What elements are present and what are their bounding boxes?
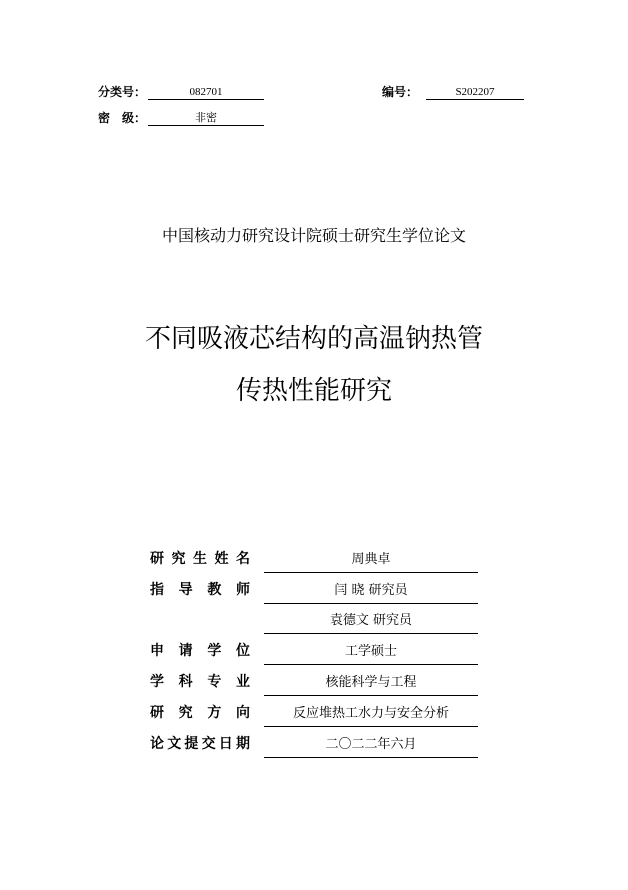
- submission-date-value: 二〇二二年六月: [264, 734, 478, 758]
- degree-value: 工学硕士: [264, 641, 478, 665]
- classification-label: 分类号：: [98, 85, 147, 99]
- submission-date-label: 论文提交日期: [150, 736, 250, 752]
- direction-label: 研究方向: [150, 705, 250, 721]
- author-label: 研究生姓名: [150, 551, 250, 567]
- serial-value: S202207: [426, 84, 524, 100]
- major-value: 核能科学与工程: [264, 672, 478, 696]
- author-value: 周典卓: [264, 549, 478, 573]
- secrecy-value: 非密: [148, 110, 264, 126]
- school-line: 中国核动力研究设计院硕士研究生学位论文: [161, 226, 466, 245]
- thesis-title-line2: 传热性能研究: [235, 376, 392, 406]
- direction-value: 反应堆热工水力与安全分析: [264, 703, 478, 727]
- secrecy-label: 密 级：: [98, 111, 147, 125]
- advisor-value-1: 闫 晓 研究员: [264, 580, 478, 604]
- classification-value: 082701: [148, 84, 264, 100]
- degree-label: 申请学位: [150, 643, 250, 659]
- major-label: 学科专业: [150, 674, 250, 690]
- advisor-value-2: 袁德文 研究员: [264, 610, 478, 634]
- thesis-title-line1: 不同吸液芯结构的高温钠热管: [144, 324, 483, 354]
- serial-label: 编号：: [382, 85, 419, 99]
- advisor-label: 指导教师: [150, 582, 250, 598]
